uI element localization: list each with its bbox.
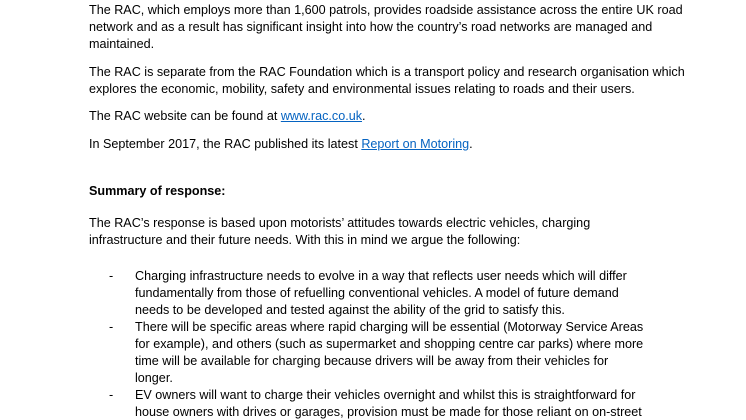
bullet1-line-3: needs to be developed and tested against the ability of the grid to satisfy this. — [135, 303, 565, 317]
intro-line-1: The RAC’s response is based upon motorists’ attitudes towards electric vehicles, charging — [89, 216, 591, 230]
website-suffix: . — [362, 109, 366, 123]
report-on-motoring-link[interactable]: Report on Motoring — [361, 137, 470, 151]
para1-line-2: network and as a result has significant insight into how the country’s road networks are managed and — [89, 20, 653, 34]
bullet1-line-2: fundamentally from those of refuelling conventional vehicles. A model of future demand — [135, 286, 619, 300]
intro-line-2: infrastructure and their future needs. With this in mind we argue the following: — [89, 233, 521, 247]
para2-line-1: The RAC is separate from the RAC Foundation which is a transport policy and research organisation which — [89, 65, 685, 79]
bullet3-line-2: house owners with drives or garages, provision must be made for those reliant on on-street — [135, 405, 642, 419]
website-prefix: The RAC website can be found at — [89, 109, 281, 123]
para2-line-2: explores the economic, mobility, safety and environmental issues relating to roads and their users. — [89, 82, 635, 96]
bullet2-line-1: There will be specific areas where rapid charging will be essential (Motorway Service Areas — [135, 320, 644, 334]
report-prefix: In September 2017, the RAC published its latest — [89, 137, 362, 151]
bullet1-line-1: Charging infrastructure needs to evolve in a way that reflects user needs which will differ — [135, 269, 627, 283]
summary-heading: Summary of response: — [89, 184, 226, 198]
bullet3-line-1: EV owners will want to charge their vehicles overnight and whilst this is straightforward for — [135, 388, 636, 402]
bullet-marker: - — [109, 388, 114, 402]
report-suffix: . — [469, 137, 473, 151]
bullet2-line-3: time will be available for charging because drivers will be away from their vehicles for — [135, 354, 609, 368]
para1-line-1: The RAC, which employs more than 1,600 patrols, provides roadside assistance across the entire UK road — [89, 3, 683, 17]
bullet-marker: - — [109, 320, 114, 334]
bullet-marker: - — [109, 269, 114, 283]
para1-line-3: maintained. — [89, 37, 155, 51]
report-paragraph — [89, 136, 473, 152]
rac-website-link[interactable]: www.rac.co.uk — [280, 109, 363, 123]
bullet2-line-2: for example), and others (such as supermarket and shopping centre car parks) where more — [135, 337, 644, 351]
website-paragraph — [89, 108, 366, 124]
bullet2-line-4: longer. — [135, 371, 173, 385]
